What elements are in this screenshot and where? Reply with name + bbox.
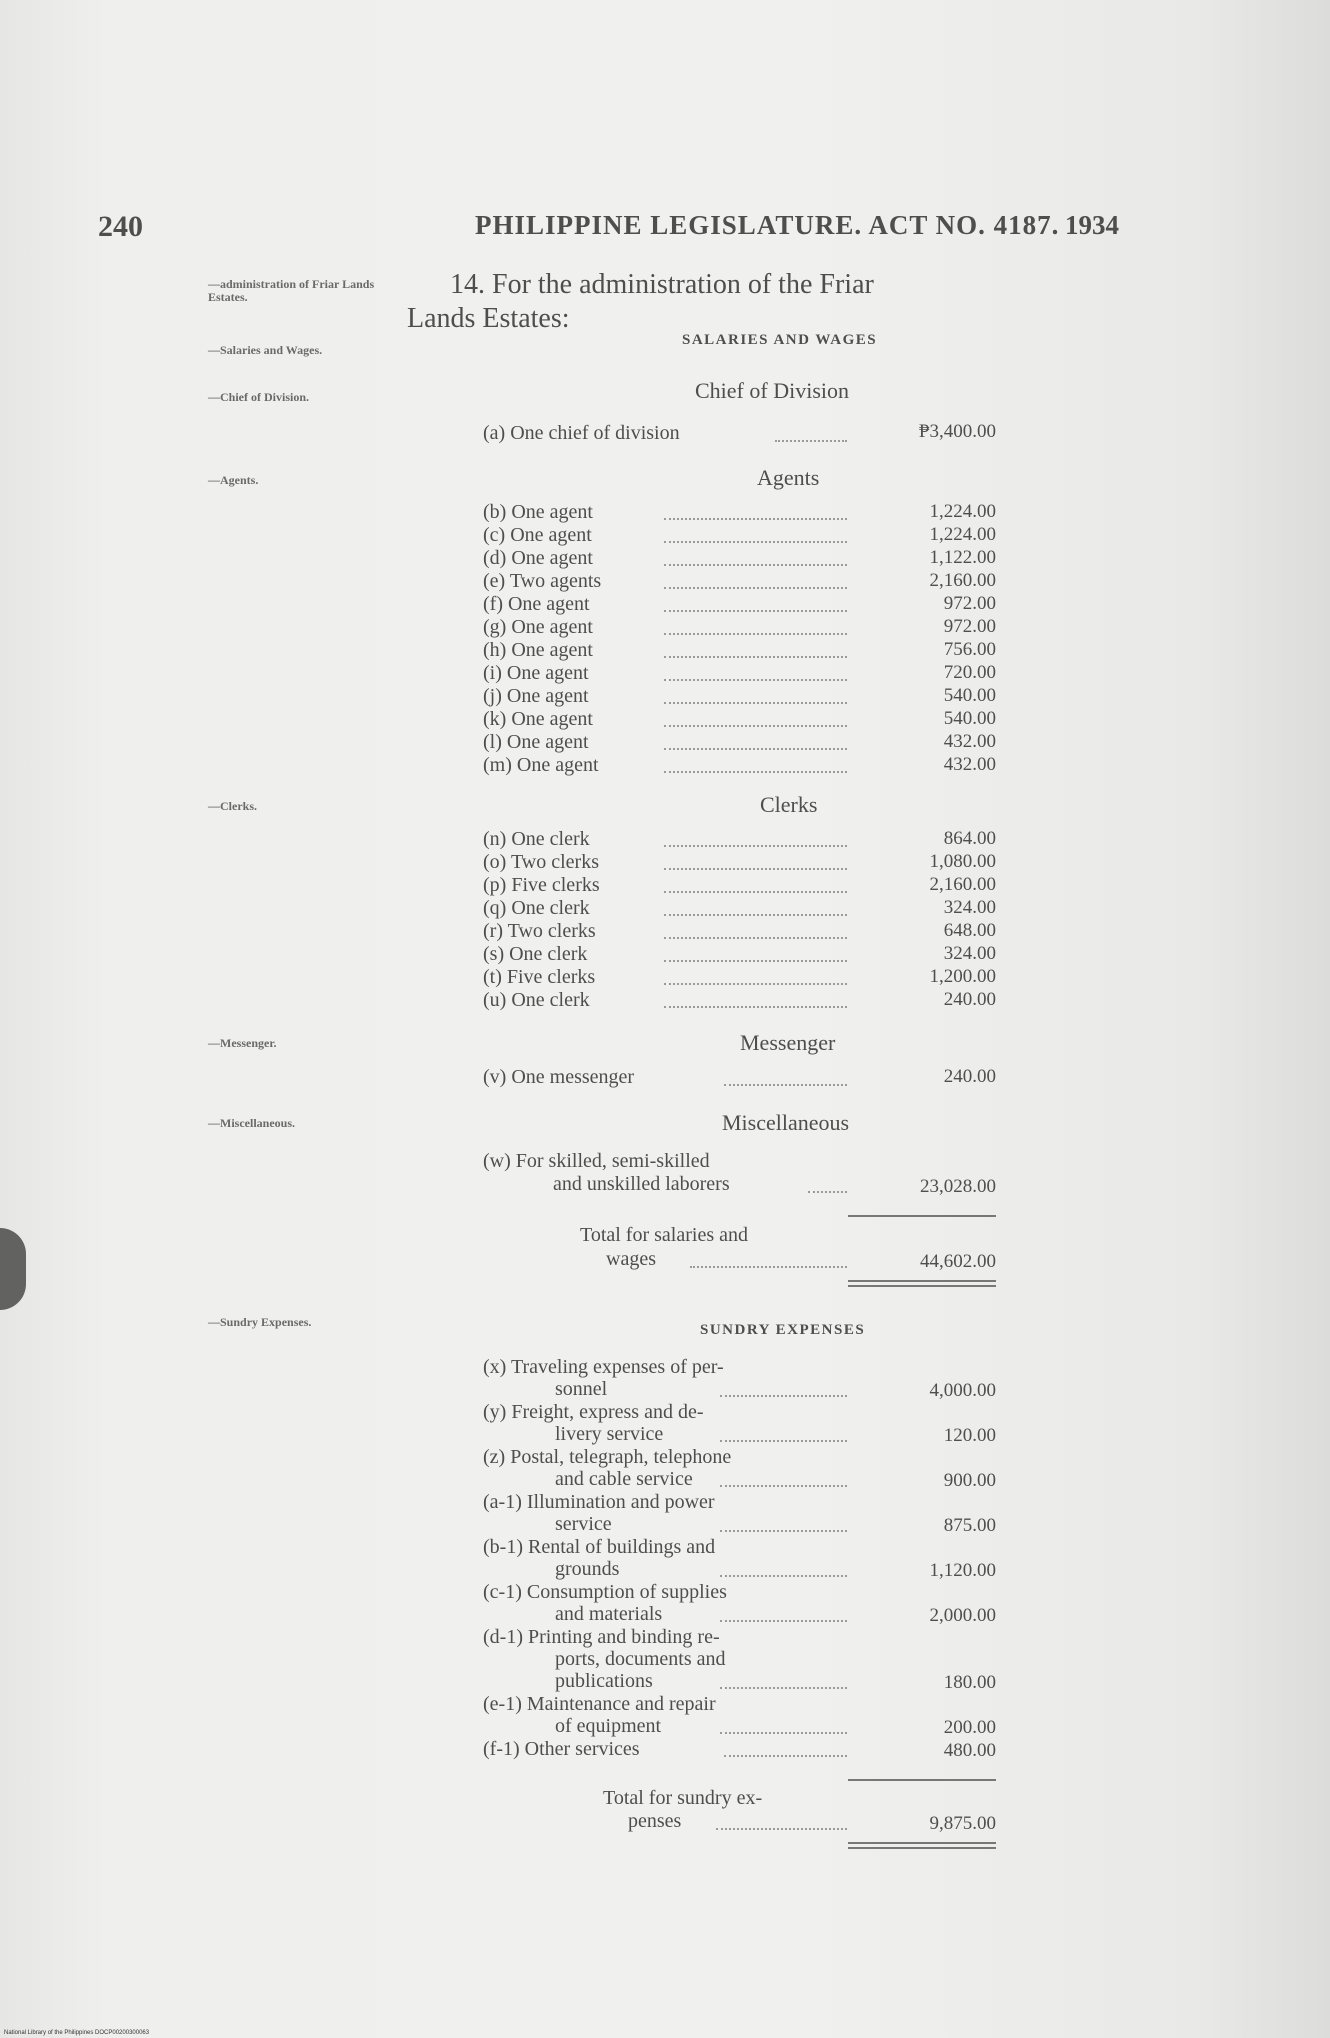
- item-label: (s) One clerk: [483, 943, 588, 965]
- leader-dots: [720, 1530, 847, 1532]
- item-text: and materials: [555, 1603, 663, 1625]
- section-heading: [407, 268, 874, 336]
- leader-dots: [720, 1575, 847, 1577]
- chief-item-label: (a) One chief of division: [483, 422, 680, 444]
- misc-heading: Miscellaneous: [722, 1110, 850, 1135]
- item-text: of equipment: [555, 1715, 662, 1737]
- leader-dots: [664, 845, 847, 847]
- leader-dots: [720, 1485, 847, 1487]
- margin-note-chief: —Chief of Division.: [208, 390, 310, 404]
- item-label: (u) One clerk: [483, 989, 590, 1011]
- leader-dots: [720, 1687, 847, 1689]
- total-double-rule: [848, 1842, 996, 1849]
- margin-note-messenger: —Messenger.: [208, 1036, 277, 1050]
- sundry-total-amount: 9,875.00: [929, 1813, 996, 1834]
- item-amount: 875.00: [943, 1515, 996, 1536]
- item-label: (r) Two clerks: [483, 920, 596, 942]
- salaries-total-line1: Total for salaries and: [580, 1224, 748, 1246]
- item-label: (j) One agent: [483, 685, 589, 707]
- clerks-heading: Clerks: [760, 792, 818, 817]
- section-heading-line2: Lands Estates:: [407, 303, 570, 334]
- running-head: PHILIPPINE LEGISLATURE. ACT NO. 4187.: [475, 210, 1060, 240]
- item-amount: 2,160.00: [929, 570, 996, 591]
- item-text: ports, documents and: [555, 1648, 726, 1670]
- salaries-heading: SALARIES AND WAGES: [682, 332, 878, 348]
- item-text: (x) Traveling expenses of per-: [483, 1356, 724, 1378]
- misc-item-amount: 23,028.00: [920, 1176, 996, 1197]
- leader-dots: [720, 1732, 847, 1734]
- messenger-item-label: (v) One messenger: [483, 1066, 635, 1088]
- item-label: (f) One agent: [483, 593, 590, 615]
- item-label: (g) One agent: [483, 616, 593, 638]
- item-amount: 1,122.00: [929, 547, 996, 568]
- subtotal-rule: [848, 1779, 996, 1781]
- item-amount: 240.00: [943, 989, 996, 1010]
- margin-note-administration: —administration of Friar Lands Estates.: [208, 277, 375, 304]
- item-amount: 720.00: [943, 662, 996, 683]
- leader-dots: [664, 914, 847, 916]
- item-amount: 1,120.00: [929, 1560, 996, 1581]
- leader-dots: [664, 891, 847, 893]
- chief-item-amount: ₱3,400.00: [918, 421, 996, 442]
- item-text: service: [555, 1513, 612, 1535]
- leader-dots: [664, 518, 847, 520]
- item-amount: 864.00: [943, 828, 996, 849]
- item-label: (t) Five clerks: [483, 966, 596, 988]
- item-amount: 180.00: [943, 1672, 996, 1693]
- agents-heading: Agents: [757, 465, 820, 490]
- misc-item-line1: (w) For skilled, semi-skilled: [483, 1150, 710, 1172]
- leader-dots: [664, 983, 847, 985]
- item-text: (y) Freight, express and de-: [483, 1401, 704, 1423]
- leader-dots: [664, 937, 847, 939]
- library-credit: National Library of the Philippines DOCP00200300063: [4, 2030, 150, 2036]
- sundry-heading: SUNDRY EXPENSES: [700, 1322, 866, 1338]
- messenger-heading: Messenger: [740, 1030, 836, 1055]
- item-text: sonnel: [555, 1378, 608, 1400]
- item-amount: 1,200.00: [929, 966, 996, 987]
- item-label: (e) Two agents: [483, 570, 602, 592]
- item-amount: 1,224.00: [929, 524, 996, 545]
- salaries-total-amount: 44,602.00: [920, 1251, 996, 1272]
- item-label: (o) Two clerks: [483, 851, 599, 873]
- leader-dots: [664, 771, 847, 773]
- margin-note-salaries: —Salaries and Wages.: [208, 343, 323, 357]
- item-amount: 4,000.00: [929, 1380, 996, 1401]
- item-amount: 1,224.00: [929, 501, 996, 522]
- leader-dots: [690, 1266, 847, 1268]
- item-label: (q) One clerk: [483, 897, 590, 919]
- item-amount: 120.00: [943, 1425, 996, 1446]
- leader-dots: [664, 633, 847, 635]
- item-amount: 648.00: [943, 920, 996, 941]
- item-amount: 2,000.00: [929, 1605, 996, 1626]
- leader-dots: [664, 868, 847, 870]
- leader-dots: [720, 1395, 847, 1397]
- leader-dots: [664, 610, 847, 612]
- margin-note-miscellaneous: —Miscellaneous.: [208, 1116, 295, 1130]
- leader-dots: [724, 1755, 847, 1757]
- item-label: (c) One agent: [483, 524, 592, 546]
- leader-dots: [664, 748, 847, 750]
- item-amount: 972.00: [943, 593, 996, 614]
- item-text: (a-1) Illumination and power: [483, 1491, 715, 1513]
- item-label: (n) One clerk: [483, 828, 590, 850]
- item-amount: 1,080.00: [929, 851, 996, 872]
- leader-dots: [716, 1828, 847, 1830]
- item-label: (k) One agent: [483, 708, 593, 730]
- leader-dots: [720, 1620, 847, 1622]
- item-text: livery service: [555, 1423, 664, 1445]
- item-text: publications: [555, 1670, 653, 1692]
- leader-dots: [720, 1440, 847, 1442]
- section-heading-line1: 14. For the administration of the Friar: [450, 269, 874, 300]
- leader-dots: [664, 564, 847, 566]
- item-amount: 200.00: [943, 1717, 996, 1738]
- item-label: (h) One agent: [483, 639, 593, 661]
- item-label: (p) Five clerks: [483, 874, 600, 896]
- margin-note-sundry: —Sundry Expenses.: [208, 1315, 312, 1329]
- item-amount: 324.00: [943, 897, 996, 918]
- item-amount: 2,160.00: [929, 874, 996, 895]
- subtotal-rule: [848, 1215, 996, 1217]
- item-text: and cable service: [555, 1468, 693, 1490]
- item-amount: 900.00: [943, 1470, 996, 1491]
- item-text: (c-1) Consumption of supplies: [483, 1581, 727, 1603]
- item-label: (b) One agent: [483, 501, 593, 523]
- item-amount: 756.00: [943, 639, 996, 660]
- leader-dots: [664, 656, 847, 658]
- item-amount: 540.00: [943, 708, 996, 729]
- margin-note-agents: —Agents.: [208, 473, 259, 487]
- leader-dots: [664, 1006, 847, 1008]
- item-text: (b-1) Rental of buildings and: [483, 1536, 716, 1558]
- leader-dots: [664, 679, 847, 681]
- item-text: (e-1) Maintenance and repair: [483, 1693, 716, 1715]
- sundry-total-line2: penses: [628, 1810, 682, 1832]
- item-text: grounds: [555, 1558, 620, 1580]
- item-label: (i) One agent: [483, 662, 589, 684]
- item-text: (z) Postal, telegraph, telephone: [483, 1446, 732, 1468]
- page-number: 240: [98, 210, 143, 243]
- leader-dots: [664, 960, 847, 962]
- item-amount: 432.00: [943, 731, 996, 752]
- scan-thumb-shadow: [0, 1228, 26, 1310]
- messenger-item-amount: 240.00: [943, 1066, 996, 1087]
- item-amount: 432.00: [943, 754, 996, 775]
- leader-dots: [664, 702, 847, 704]
- total-double-rule: [848, 1280, 996, 1287]
- item-label: (d) One agent: [483, 547, 593, 569]
- leader-dots: [664, 587, 847, 589]
- item-text: (d-1) Printing and binding re-: [483, 1626, 720, 1648]
- salaries-total-line2: wages: [606, 1248, 656, 1270]
- margin-note-clerks: —Clerks.: [208, 799, 257, 813]
- item-text: (f-1) Other services: [483, 1738, 640, 1760]
- leader-dots: [724, 1084, 847, 1086]
- item-amount: 540.00: [943, 685, 996, 706]
- year: 1934: [1065, 210, 1119, 240]
- item-label: (l) One agent: [483, 731, 589, 753]
- item-amount: 324.00: [943, 943, 996, 964]
- misc-item-line2: and unskilled laborers: [553, 1173, 730, 1195]
- leader-dots: [664, 725, 847, 727]
- chief-heading: Chief of Division: [695, 378, 849, 403]
- leader-dots: [664, 541, 847, 543]
- item-amount: 972.00: [943, 616, 996, 637]
- item-amount: 480.00: [943, 1740, 996, 1761]
- sundry-total-line1: Total for sundry ex-: [603, 1787, 763, 1809]
- item-label: (m) One agent: [483, 754, 599, 776]
